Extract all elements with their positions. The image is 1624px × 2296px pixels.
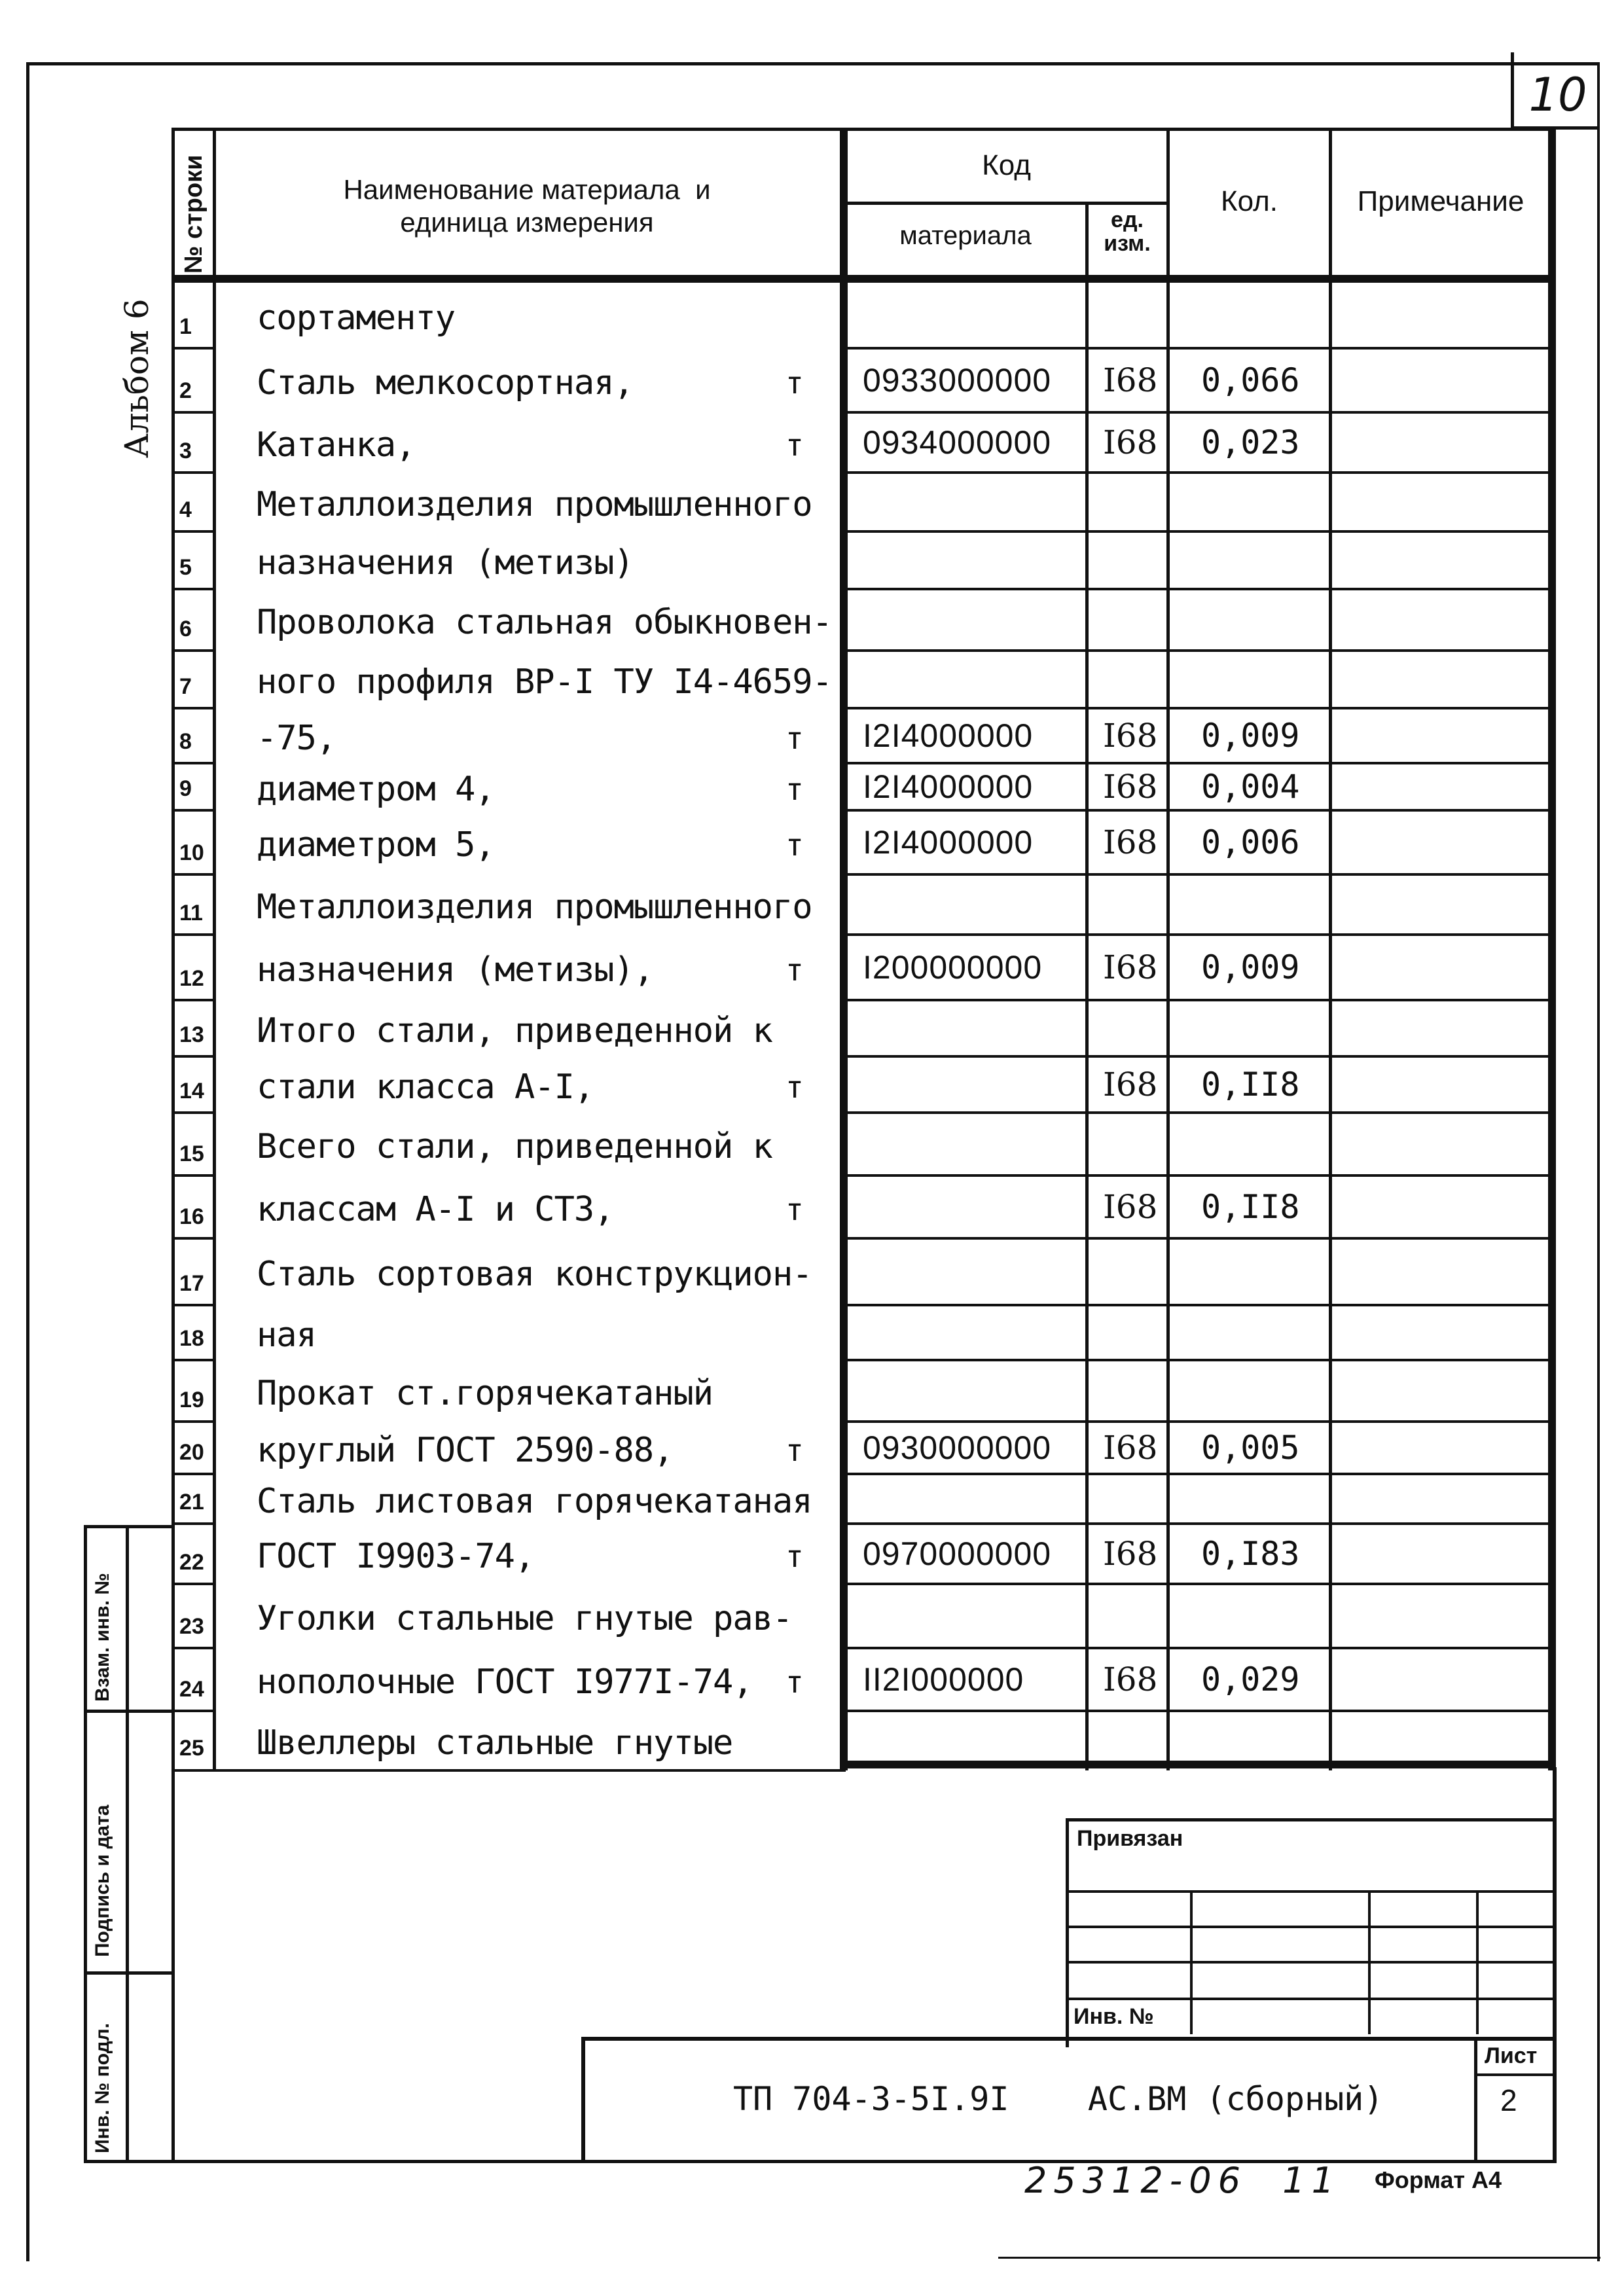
row-separator-rownum xyxy=(171,347,216,350)
row-separator-rownum xyxy=(171,1583,216,1585)
footer-format: Формат А4 xyxy=(1375,2166,1502,2193)
title-sheet-left xyxy=(1474,2037,1477,2163)
col-line-code-mid xyxy=(1085,203,1089,1770)
row-separator-rownum xyxy=(171,1420,216,1423)
row-separator-rownum xyxy=(171,1473,216,1475)
row-material-name: диаметром 4, xyxy=(257,770,495,809)
footer-rule xyxy=(998,2257,1600,2259)
frame-left xyxy=(26,62,29,2261)
row-number: 8 xyxy=(179,729,192,754)
row-separator xyxy=(848,1304,1548,1306)
row-material-name: -75, xyxy=(257,719,336,758)
row-separator xyxy=(848,1647,1548,1649)
row-number: 7 xyxy=(179,674,192,699)
row-material-name: круглый ГОСТ 2590-88, xyxy=(257,1431,674,1470)
row-separator xyxy=(848,1522,1548,1525)
row-number: 25 xyxy=(179,1736,204,1761)
row-quantity: 0,023 xyxy=(1201,423,1300,461)
row-material-name: Швеллеры стальные гнутые xyxy=(257,1723,733,1763)
row-number: 16 xyxy=(179,1204,204,1229)
bound-col3 xyxy=(1476,1890,1479,2034)
row-material-name: ная xyxy=(257,1316,316,1355)
row-material-code: I2I4000000 xyxy=(863,824,1034,861)
row-number: 1 xyxy=(179,314,192,339)
row-number: 2 xyxy=(179,378,192,403)
row-material-name: ного профиля ВР-I ТУ I4-4659- xyxy=(257,662,832,702)
col-line-right-thick xyxy=(1548,128,1556,1770)
row-separator-rownum xyxy=(171,999,216,1001)
row-unit: т xyxy=(785,427,804,463)
header-name xyxy=(216,173,838,239)
col-line-code-left xyxy=(840,128,848,1770)
row-unit-code: I68 xyxy=(1103,717,1158,755)
side-stamp-inv: Инв. № подл. xyxy=(92,2022,113,2153)
title-sheet-line xyxy=(1474,2073,1557,2076)
bound-line1 xyxy=(1066,1890,1557,1893)
row-unit-code: I68 xyxy=(1103,1660,1158,1698)
row-separator-rownum xyxy=(171,762,216,764)
header-row-no: № строки xyxy=(180,154,208,274)
row-number: 5 xyxy=(179,555,192,580)
side-stamp-mid xyxy=(126,1525,129,2163)
header-name-line1: Наименование материала и xyxy=(343,174,711,205)
row-unit-code: I68 xyxy=(1103,768,1158,806)
row-separator xyxy=(848,999,1548,1001)
row-unit: т xyxy=(785,721,804,756)
row-separator-rownum xyxy=(171,1111,216,1114)
title-designation: ТП 704-3-5I.9I АС.ВМ (сборный) xyxy=(733,2080,1384,2118)
row-number: 4 xyxy=(179,497,192,522)
row-unit: т xyxy=(785,1069,804,1105)
row-separator-rownum xyxy=(171,1359,216,1361)
row-unit-code: I68 xyxy=(1103,423,1158,461)
header-code-unit-line2: изм. xyxy=(1104,231,1151,256)
row-separator xyxy=(848,762,1548,764)
row-unit-code: I68 xyxy=(1103,1429,1158,1467)
row-unit-code: I68 xyxy=(1103,948,1158,986)
row-separator-rownum xyxy=(171,1304,216,1306)
row-separator-rownum xyxy=(171,471,216,474)
row-material-name: классам А-I и СТЗ, xyxy=(257,1190,614,1229)
sheet-number-handwritten: 10 xyxy=(1528,68,1587,122)
bound-line2 xyxy=(1066,1926,1557,1928)
row-unit-code: I68 xyxy=(1103,823,1158,861)
row-number: 15 xyxy=(179,1141,204,1166)
row-separator xyxy=(848,707,1548,709)
frame-top xyxy=(27,62,1600,65)
code-sub-line xyxy=(840,202,1170,205)
row-separator-rownum xyxy=(171,588,216,590)
side-stamp-top xyxy=(84,1525,175,1528)
bound-top xyxy=(1066,1818,1557,1821)
side-stamp-vzam: Взам. инв. № xyxy=(92,1573,113,1702)
row-material-code: 0934000000 xyxy=(863,424,1052,461)
row-separator xyxy=(848,1359,1548,1361)
row-separator-rownum xyxy=(171,1237,216,1240)
side-stamp-left xyxy=(84,1525,87,2163)
table-bottom-line xyxy=(840,1761,1556,1768)
row-number: 22 xyxy=(179,1550,204,1575)
row-unit: т xyxy=(785,1192,804,1227)
row-number: 13 xyxy=(179,1022,204,1047)
row-unit-code: I68 xyxy=(1103,361,1158,399)
row-separator xyxy=(848,530,1548,533)
side-stamp-div1 xyxy=(84,1710,175,1713)
header-code-material: материала xyxy=(899,221,1032,250)
row-quantity: 0,009 xyxy=(1201,717,1300,755)
bound-line3 xyxy=(1066,1961,1557,1964)
row-number: 14 xyxy=(179,1079,204,1103)
row-material-code: I2I4000000 xyxy=(863,768,1034,805)
row-material-name: Сталь сортовая конструкцион- xyxy=(257,1255,812,1294)
row-separator xyxy=(848,1710,1548,1712)
row-separator-rownum xyxy=(171,1522,216,1525)
row-number: 11 xyxy=(179,901,203,925)
row-number: 24 xyxy=(179,1677,204,1702)
title-left xyxy=(581,2037,585,2163)
row-material-code: 0930000000 xyxy=(863,1429,1052,1466)
row-number: 20 xyxy=(179,1440,204,1465)
row-separator xyxy=(848,1583,1548,1585)
row-separator-rownum xyxy=(171,1710,216,1712)
row-material-name: Прокат ст.горячекатаный xyxy=(257,1374,713,1413)
row-number: 23 xyxy=(179,1614,204,1639)
row-material-name: Катанка, xyxy=(257,425,416,465)
row-unit: т xyxy=(785,952,804,988)
row-unit-code: I68 xyxy=(1103,1188,1158,1226)
header-code: Код xyxy=(982,149,1031,181)
row-material-name: Проволока стальная обыкновен- xyxy=(257,603,832,642)
row-material-code: I2I4000000 xyxy=(863,717,1034,754)
row-separator xyxy=(848,873,1548,876)
row-separator xyxy=(848,1174,1548,1177)
bound-col1 xyxy=(1190,1890,1193,2034)
row-number: 17 xyxy=(179,1271,204,1296)
row-unit: т xyxy=(785,1664,804,1700)
row-unit: т xyxy=(785,772,804,807)
row-separator xyxy=(848,411,1548,414)
sheet-box-left xyxy=(1511,52,1514,130)
row-material-name: стали класса А-I, xyxy=(257,1067,594,1107)
row-material-name: Металлоизделия промышленного xyxy=(257,485,812,524)
header-name-line2: единица измерения xyxy=(400,207,654,238)
row-separator xyxy=(848,588,1548,590)
row-number: 12 xyxy=(179,966,204,991)
row-separator-rownum xyxy=(171,1174,216,1177)
row-number: 3 xyxy=(179,439,192,463)
side-stamp-sign: Подпись и дата xyxy=(92,1804,113,1957)
row-separator xyxy=(848,1473,1548,1475)
row-separator xyxy=(848,1055,1548,1058)
row-unit: т xyxy=(785,365,804,401)
row-unit-code: I68 xyxy=(1103,1066,1158,1103)
row-material-name: диаметром 5, xyxy=(257,825,495,865)
row-quantity: 0,II8 xyxy=(1201,1188,1300,1226)
row-separator xyxy=(848,471,1548,474)
title-right xyxy=(1553,1767,1557,2163)
row-material-name: Металлоизделия промышленного xyxy=(257,888,812,927)
header-code-unit-line1: ед. xyxy=(1111,207,1144,232)
row-quantity: 0,004 xyxy=(1201,768,1300,806)
row-material-name: Итого стали, приведенной к xyxy=(257,1011,772,1050)
row-separator xyxy=(848,347,1548,350)
row-unit: т xyxy=(785,1539,804,1574)
header-note: Примечание xyxy=(1357,185,1525,217)
row-quantity: 0,006 xyxy=(1201,823,1300,861)
bound-left xyxy=(1066,1818,1069,2047)
header-bottom-line xyxy=(171,275,1556,283)
col-line-rownum-left xyxy=(171,128,175,2163)
row-material-name: Всего стали, приведенной к xyxy=(257,1127,772,1166)
row-quantity: 0,I83 xyxy=(1201,1535,1300,1573)
row-quantity: 0,II8 xyxy=(1201,1066,1300,1103)
title-sheet-label: Лист xyxy=(1485,2043,1538,2068)
row-separator-rownum xyxy=(171,649,216,652)
row-quantity: 0,005 xyxy=(1201,1429,1300,1467)
row-separator xyxy=(848,649,1548,652)
row-material-name: сортаменту xyxy=(257,298,456,338)
row-material-name: нополочные ГОСТ I977I-74, xyxy=(257,1662,753,1702)
row-separator-rownum xyxy=(171,873,216,876)
row-separator xyxy=(848,933,1548,936)
row-unit-code: I68 xyxy=(1103,1535,1158,1573)
row-separator xyxy=(848,1111,1548,1114)
row-separator-rownum xyxy=(171,1055,216,1058)
row-unit: т xyxy=(785,1433,804,1468)
row-number: 21 xyxy=(179,1490,204,1515)
row-number: 9 xyxy=(179,776,192,801)
row-separator-rownum xyxy=(171,933,216,936)
row-separator xyxy=(848,1237,1548,1240)
row-material-name: ГОСТ I9903-74, xyxy=(257,1537,535,1576)
row-separator xyxy=(848,809,1548,812)
row-material-code: I200000000 xyxy=(863,949,1043,986)
row-material-code: II2I000000 xyxy=(863,1661,1024,1698)
table-bottom-line-thin xyxy=(171,1769,846,1772)
row-quantity: 0,009 xyxy=(1201,948,1300,986)
row-material-code: 0933000000 xyxy=(863,362,1052,399)
row-quantity: 0,066 xyxy=(1201,361,1300,399)
row-number: 19 xyxy=(179,1388,204,1412)
header-top-line xyxy=(171,128,1556,131)
frame-right xyxy=(1597,62,1600,2261)
row-separator-rownum xyxy=(171,1647,216,1649)
row-quantity: 0,029 xyxy=(1201,1660,1300,1698)
bound-inv-label: Инв. № xyxy=(1074,2004,1154,2029)
row-number: 6 xyxy=(179,617,192,641)
album-label: Альбом 6 xyxy=(118,298,156,458)
header-qty: Кол. xyxy=(1220,185,1278,217)
row-material-name: Сталь листовая горячекатаная xyxy=(257,1482,812,1521)
row-number: 18 xyxy=(179,1326,204,1351)
row-material-name: назначения (метизы), xyxy=(257,950,654,990)
row-separator-rownum xyxy=(171,530,216,533)
header-code-unit xyxy=(1088,208,1166,255)
title-sheet-value: 2 xyxy=(1500,2083,1517,2117)
row-separator xyxy=(848,1420,1548,1423)
row-separator-rownum xyxy=(171,411,216,414)
row-separator-rownum xyxy=(171,707,216,709)
row-material-code: 0970000000 xyxy=(863,1535,1052,1572)
row-material-name: Уголки стальные гнутые рав- xyxy=(257,1599,793,1638)
bound-line4 xyxy=(1066,1998,1557,2000)
row-separator-rownum xyxy=(171,809,216,812)
bound-label: Привязан xyxy=(1077,1826,1183,1851)
footer-handwritten: 25312-06 11 xyxy=(1024,2160,1341,2201)
row-material-name: Сталь мелкосортная, xyxy=(257,363,634,403)
row-number: 10 xyxy=(179,840,204,865)
side-stamp-div2 xyxy=(84,1971,175,1975)
bound-col2 xyxy=(1368,1890,1371,2034)
row-unit: т xyxy=(785,827,804,863)
row-material-name: назначения (метизы) xyxy=(257,543,634,583)
title-top xyxy=(581,2037,1557,2041)
